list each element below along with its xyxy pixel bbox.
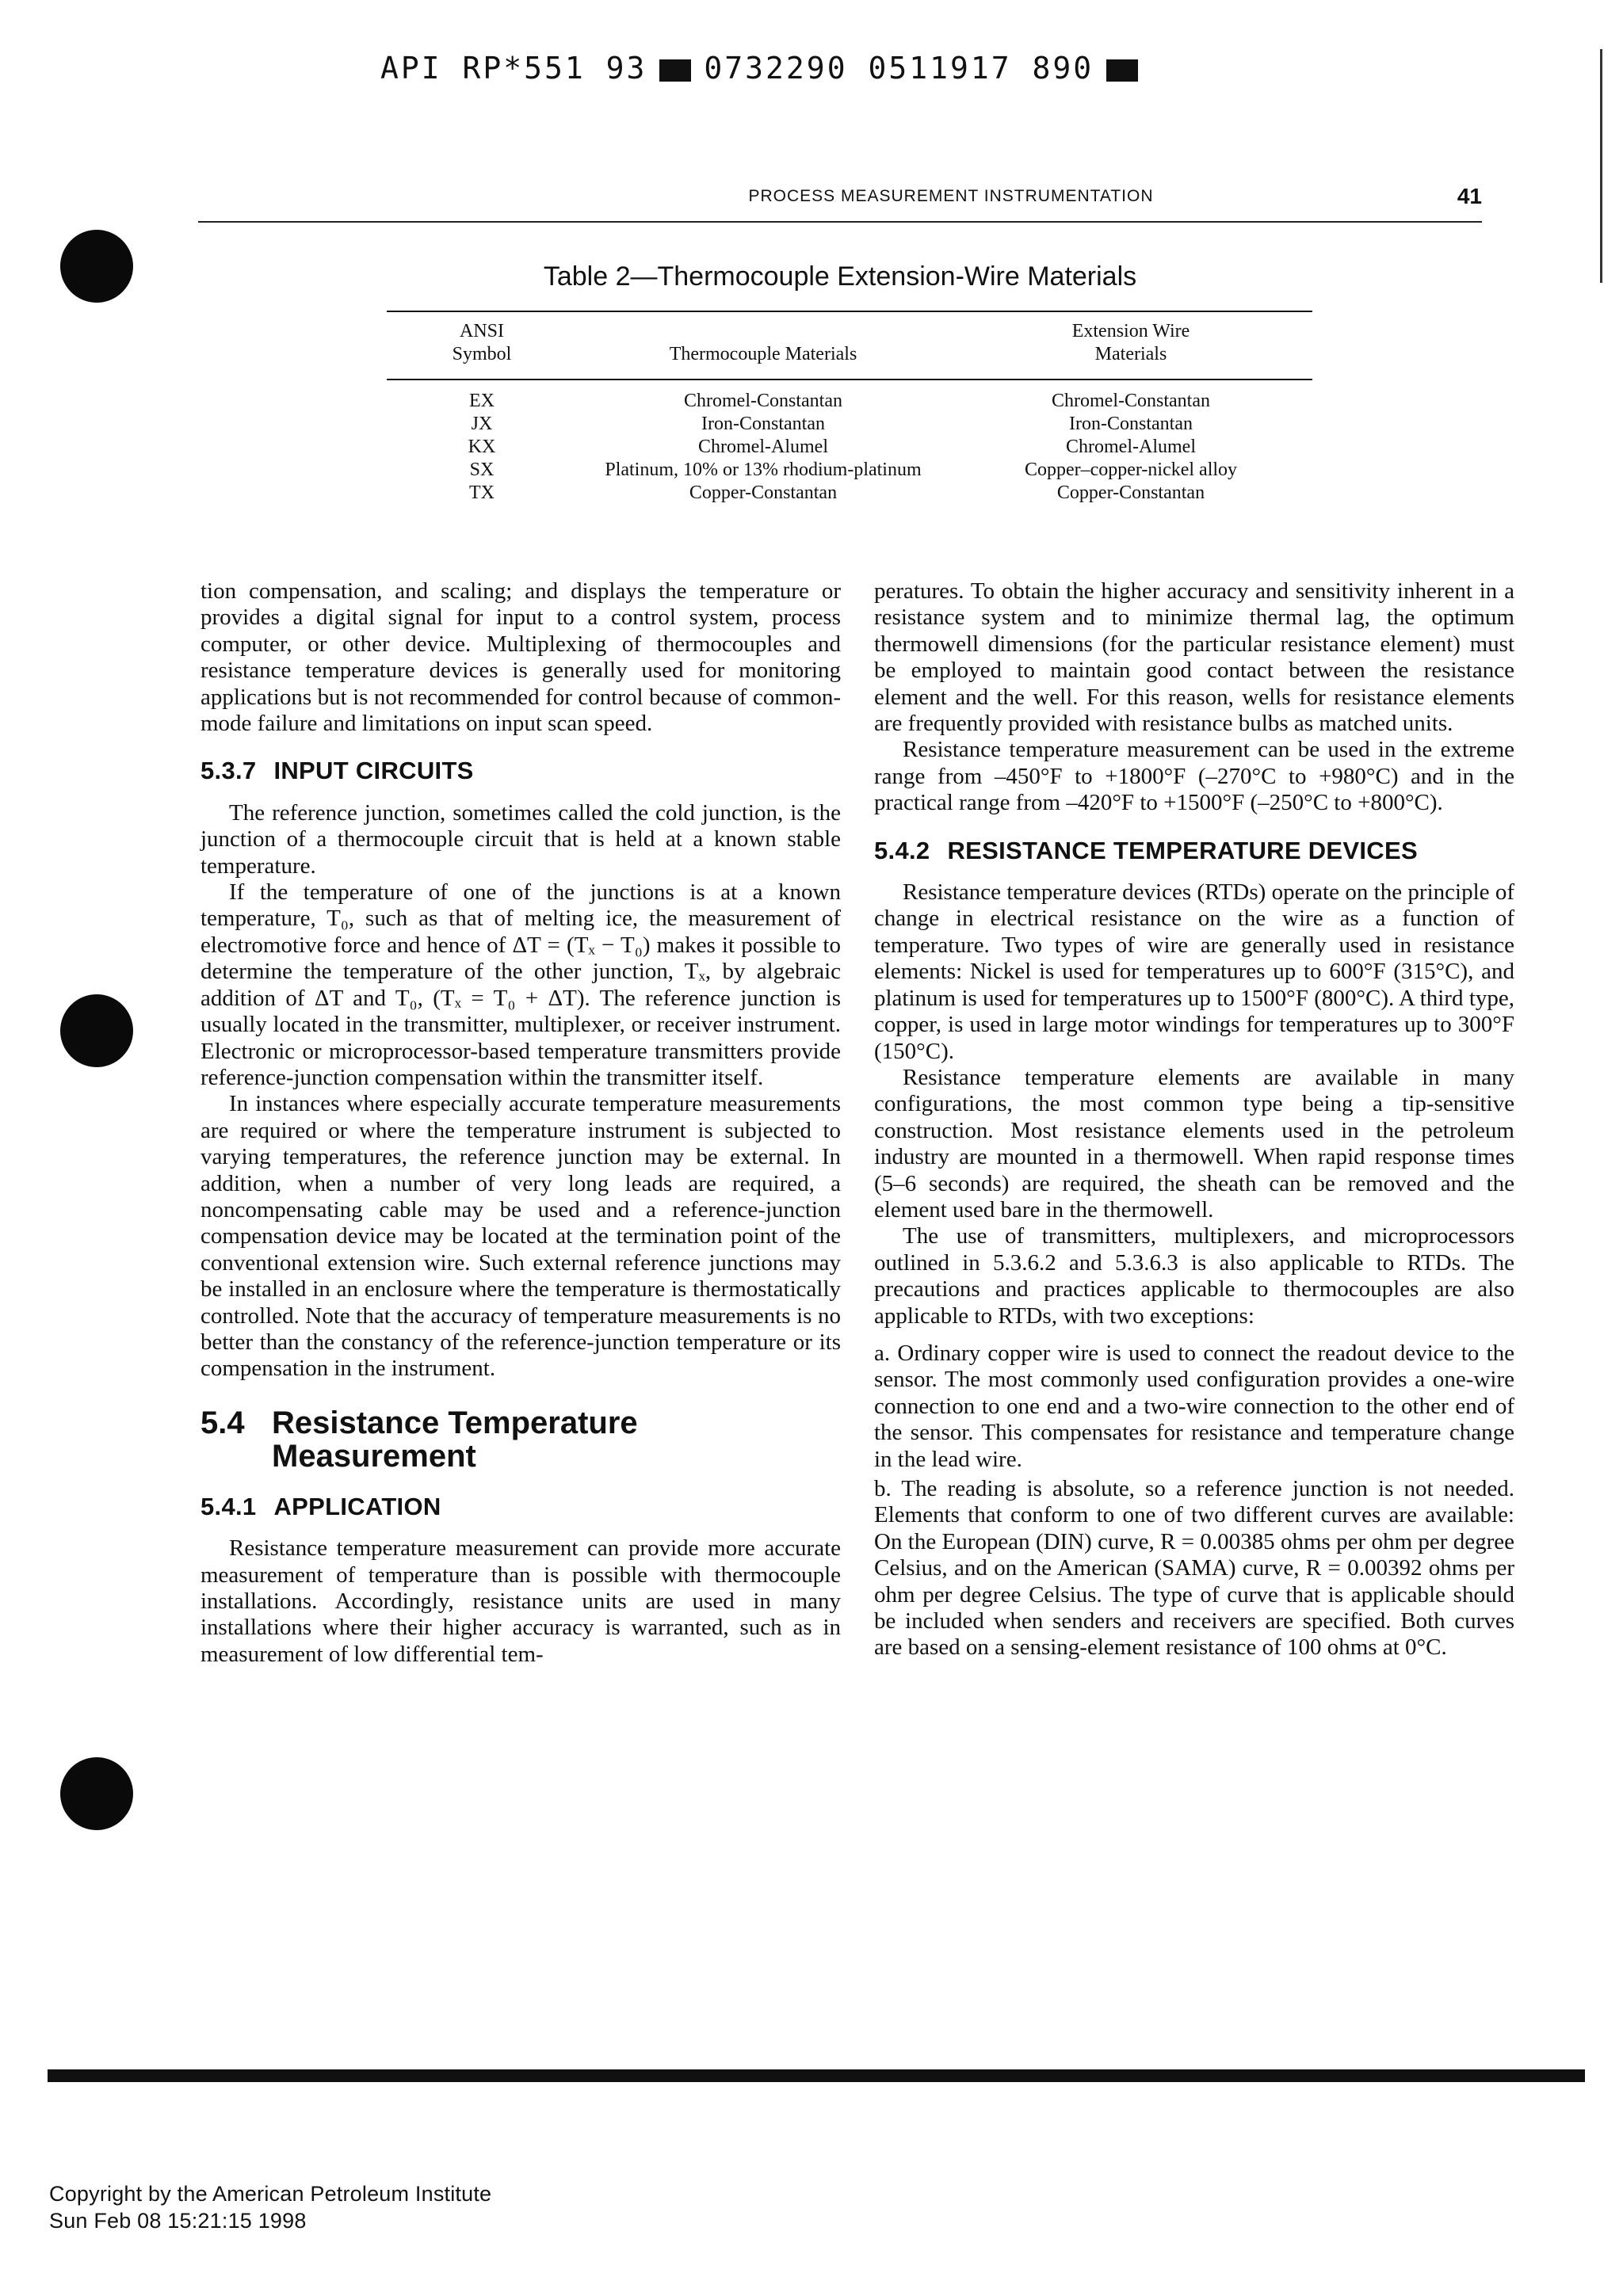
table-cell-symbol: TX — [469, 482, 495, 503]
punch-hole — [60, 230, 133, 303]
left-text-column — [200, 578, 841, 1668]
document-code-part1: API RP*551 93 — [380, 51, 647, 86]
section-title: RESISTANCE TEMPERATURE DEVICES — [947, 836, 1418, 864]
section-heading-5-4-1 — [200, 1493, 841, 1520]
section-title: APPLICATION — [273, 1492, 441, 1520]
table-top-rule — [387, 311, 1312, 312]
black-block-mark — [1106, 59, 1138, 82]
column-header-thermocouple: Thermocouple Materials — [669, 344, 857, 364]
section-number: 5.4.1 — [200, 1492, 257, 1520]
table-cell-symbol: SX — [469, 460, 495, 480]
column-header-symbol — [387, 320, 577, 366]
section-heading-5-3-7 — [200, 757, 841, 784]
punch-hole — [60, 1757, 133, 1830]
section-number: 5.4 — [200, 1405, 245, 1440]
footer-bar — [48, 2069, 1585, 2082]
right-text-column — [874, 578, 1514, 1661]
table-header-rule — [387, 379, 1312, 380]
paragraph: If the temperature of one of the junctions is at a known temperature, T₀, such as that of melting ice, the measurement of electromotive force and hence of ΔT = (Tₓ − T₀) makes it possible to determine the temperature of the other junction, Tₓ, by algebraic addition of ΔT and T₀, (Tₓ = T₀ + ΔT). The reference junction is usually located in the transmitter, multiplexer, or receiver instrument. Electronic or microprocessor-based temperature transmitters provide reference-junction compensation within the transmitter itself. — [200, 879, 841, 1090]
table-cell-thermocouple: Iron-Constantan — [701, 414, 825, 434]
paragraph: The reference junction, sometimes called the cold junction, is the junction of a thermocouple circuit that is held at a known stable temperature. — [200, 799, 841, 879]
section-title: Resistance Temperature — [272, 1405, 638, 1440]
table-cell-thermocouple: Copper-Constantan — [689, 482, 838, 503]
list-item-b: b. The reading is absolute, so a reference junction is not needed. Elements that conform to one of two different curves are available: On the European (DIN) curve, R = 0.00385 ohms per ohm per degree Celsius, and on the American (SAMA) curve, R = 0.00392 ohms per ohm per degree Celsius. The type of curve that is applicable should be included when senders and receivers are specified. Both curves are based on a sensing-element resistance of 100 ohms at 0°C. — [874, 1476, 1514, 1661]
header-text: Materials — [1094, 344, 1167, 364]
copyright-notice — [49, 2180, 491, 2234]
header-text: ANSI — [459, 321, 504, 341]
page-number: 41 — [1457, 184, 1482, 208]
section-heading-5-4 — [200, 1406, 841, 1473]
running-head — [198, 184, 1482, 215]
section-number: 5.3.7 — [200, 757, 257, 785]
paragraph: In instances where especially accurate temperature measurements are required or where the temperature instrument is subjected to varying temperatures, the reference junction may be external. In addition, when a number of very long leads are required, a noncompensating cable may be used and a reference-junction compensation device may be located at the termination point of the conventional extension wire. Such external reference junctions may be installed in an enclosure where the temperature is thermostatically controlled. Note that the accuracy of temperature measurements is no better than the constancy of the reference-junction temperature or its compensation in the instrument. — [200, 1091, 841, 1382]
header-rule — [198, 221, 1482, 223]
paragraph: Resistance temperature devices (RTDs) operate on the principle of change in electrical resistance on the wire as a function of temperature. Two types of wire are generally used in resistance elements: Nickel is used for temperatures up to 600°F (315°C), and platinum is used for temperatures up to 1500°F (800°C). A third type, copper, is used in large motor windings for temperatures up to 300°F (150°C). — [874, 879, 1514, 1064]
section-heading-5-4-2 — [874, 837, 1514, 864]
document-code-part2: 0732290 0511917 890 — [704, 51, 1094, 86]
paragraph: Resistance temperature measurement can be used in the extreme range from –450°F to +1800°F (–270°C to +980°C) and in the practical range from –420°F to +1500°F (–250°C to +800°C). — [874, 737, 1514, 816]
list-item-a: a. Ordinary copper wire is used to connect the readout device to the sensor. The most commonly used configuration provides a one-wire connection to one end and a two-wire connection to the other end of the sensor. This compensates for resistance and temperature change in the lead wire. — [874, 1340, 1514, 1472]
paragraph: The use of transmitters, multiplexers, and microprocessors outlined in 5.3.6.2 and 5.3.6.3 is also applicable to RTDs. The precautions and practices applicable to thermocouples are also applicable to RTDs, with two exceptions: — [874, 1223, 1514, 1329]
table-cell-extension: Chromel-Alumel — [1066, 437, 1196, 457]
table-cell-extension: Copper–copper-nickel alloy — [1024, 460, 1238, 480]
table-cell-symbol: KX — [468, 437, 496, 457]
section-number: 5.4.2 — [874, 836, 930, 864]
column-header-extension — [949, 320, 1312, 366]
print-date: Sun Feb 08 15:21:15 1998 — [49, 2209, 307, 2233]
section-title-line2: Measurement — [272, 1438, 476, 1474]
header-text: Extension Wire — [1071, 321, 1190, 341]
running-title: PROCESS MEASUREMENT INSTRUMENTATION — [748, 187, 1154, 205]
table-title: Table 2—Thermocouple Extension-Wire Materials — [543, 261, 1137, 292]
scan-edge-line — [1600, 49, 1602, 283]
paragraph: Resistance temperature measurement can provide more accurate measurement of temperature than is possible with thermocouple installations. Accordingly, resistance units are used in many installations where their higher accuracy is warranted, such as in measurement of low differential tem- — [200, 1535, 841, 1667]
table-cell-extension: Iron-Constantan — [1069, 414, 1193, 434]
punch-hole — [60, 994, 133, 1067]
table-cell-symbol: JX — [471, 414, 493, 434]
black-block-mark — [659, 59, 691, 82]
table-cell-thermocouple: Chromel-Alumel — [698, 437, 828, 457]
table-cell-symbol: EX — [469, 391, 495, 411]
table-cell-thermocouple: Chromel-Constantan — [684, 391, 842, 411]
paragraph: peratures. To obtain the higher accuracy and sensitivity inherent in a resistance system and to minimize thermal lag, the optimum thermowell dimensions (for the particular resistance element) must be employed to maintain good contact between the resistance element and the well. For this reason, wells for resistance elements are frequently provided with resistance bulbs as matched units. — [874, 578, 1514, 737]
document-code-line — [380, 51, 1151, 86]
header-text: Symbol — [452, 344, 512, 364]
table-cell-extension: Copper-Constantan — [1056, 482, 1205, 503]
table-cell-extension: Chromel-Constantan — [1052, 391, 1210, 411]
paragraph: tion compensation, and scaling; and displays the temperature or provides a digital signal for input to a control system, process computer, or other device. Multiplexing of thermocouples and resistance temperature devices is generally used for monitoring applications but is not recommended for control because of common-mode failure and limitations on input scan speed. — [200, 578, 841, 737]
paragraph: Resistance temperature elements are available in many configurations, the most common type being a tip-sensitive construction. Most resistance elements used in the petroleum industry are mounted in a thermowell. When rapid response times (5–6 seconds) are required, the sheath can be removed and the element used bare in the thermowell. — [874, 1064, 1514, 1222]
copyright-text: Copyright by the American Petroleum Institute — [49, 2182, 492, 2206]
table-cell-thermocouple: Platinum, 10% or 13% rhodium-platinum — [605, 460, 922, 480]
extension-wire-table — [387, 311, 1312, 517]
section-title: INPUT CIRCUITS — [273, 757, 474, 785]
